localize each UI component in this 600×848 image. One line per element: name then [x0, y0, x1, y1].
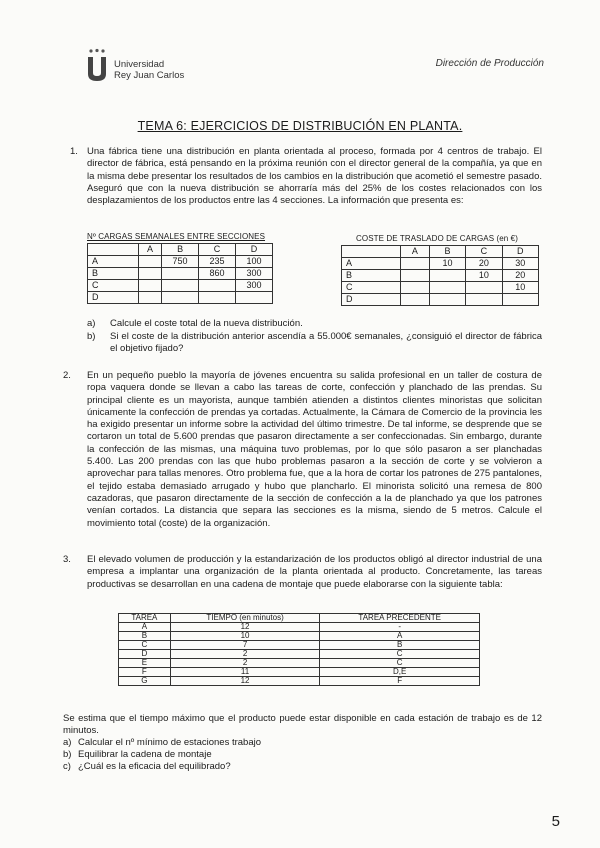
- question-text: Calcular el nº mínimo de estaciones trabajo: [78, 737, 262, 748]
- table-cell: A: [320, 632, 480, 641]
- university-name-line1: Universidad: [114, 59, 165, 70]
- table-cell: [139, 268, 162, 280]
- question-text: ¿Cuál es la eficacia del equilibrado?: [78, 761, 231, 772]
- table-cell: D: [236, 244, 273, 256]
- table-cell: [401, 270, 430, 282]
- row-header-cell: A: [88, 256, 139, 268]
- table-cell: 300: [236, 268, 273, 280]
- row-header-cell: B: [119, 632, 171, 641]
- table-row: [119, 650, 480, 659]
- table-cell: B: [429, 246, 465, 258]
- row-header-cell: D: [119, 650, 171, 659]
- table-row: [119, 641, 480, 650]
- table-cell: 11: [170, 668, 320, 677]
- costs-table-caption: COSTE DE TRASLADO DE CARGAS (en €): [356, 234, 518, 243]
- table-cell: [162, 292, 199, 304]
- exercise-3-intro: Se estima que el tiempo máximo que el producto puede estar disponible en cada estación de trabajo es de 12 minutos.: [63, 713, 542, 737]
- table-cell: 12: [170, 623, 320, 632]
- table-cell: [429, 270, 465, 282]
- row-header-cell: C: [342, 282, 401, 294]
- loads-table-caption: Nº CARGAS SEMANALES ENTRE SECCIONES: [87, 232, 266, 241]
- table-cell: 20: [466, 258, 502, 270]
- university-name-line2: Rey Juan Carlos: [114, 70, 185, 81]
- table-cell: 300: [236, 280, 273, 292]
- table-row: [342, 282, 539, 294]
- table-cell: 10: [170, 632, 320, 641]
- table-cell: C: [466, 246, 502, 258]
- table-row: [88, 256, 273, 268]
- table-cell: [429, 282, 465, 294]
- question-label: b): [87, 331, 96, 342]
- exercise-1-question-a: [87, 318, 542, 331]
- table-cell: 10: [502, 282, 538, 294]
- exercise-1-question-b: [87, 331, 542, 357]
- row-header-cell: C: [88, 280, 139, 292]
- row-header-cell: B: [88, 268, 139, 280]
- table-row: [342, 294, 539, 306]
- page-title: TEMA 6: EJERCICIOS DE DISTRIBUCIÓN EN PLANTA.: [137, 119, 463, 133]
- table-cell: [502, 294, 538, 306]
- exercise-3-number: 3.: [63, 554, 71, 565]
- table-cell: [199, 280, 236, 292]
- table-cell: [162, 280, 199, 292]
- question-label: c): [63, 761, 71, 772]
- exercise-3-question-b: [63, 749, 483, 761]
- table-cell: 20: [502, 270, 538, 282]
- table-cell: 2: [170, 650, 320, 659]
- table-cell: [88, 244, 139, 256]
- row-header-cell: A: [119, 623, 171, 632]
- table-cell: [199, 292, 236, 304]
- question-text: Si el coste de la distribución anterior ascendía a 55.000€ semanales, ¿consiguió el director de fábrica el objetivo fijado?: [110, 331, 542, 355]
- table-cell: A: [401, 246, 430, 258]
- table-cell: [139, 280, 162, 292]
- row-header-cell: C: [119, 641, 171, 650]
- table-cell: 30: [502, 258, 538, 270]
- table-cell: [401, 282, 430, 294]
- department-header: Dirección de Producción: [435, 58, 544, 69]
- exercise-1-number: 1.: [70, 146, 78, 157]
- table-cell: B: [162, 244, 199, 256]
- university-name: [114, 59, 184, 81]
- table-cell: 750: [162, 256, 199, 268]
- question-text: Equilibrar la cadena de montaje: [78, 749, 212, 760]
- table-row: [119, 623, 480, 632]
- table-cell: C: [320, 659, 480, 668]
- row-header-cell: F: [119, 668, 171, 677]
- table-cell: [162, 268, 199, 280]
- table-cell: TAREA PRECEDENTE: [320, 614, 480, 623]
- exercise-2-number: 2.: [63, 370, 71, 381]
- page-number: 5: [551, 813, 560, 830]
- table-row: [342, 270, 539, 282]
- table-cell: B: [320, 641, 480, 650]
- table-cell: C: [320, 650, 480, 659]
- table-header-row: [88, 244, 273, 256]
- table-header-row: [119, 614, 480, 623]
- table-cell: TAREA: [119, 614, 171, 623]
- exercise-3-question-a: [63, 737, 483, 749]
- table-cell: 7: [170, 641, 320, 650]
- table-row: [88, 268, 273, 280]
- table-row: [119, 659, 480, 668]
- table-cell: 860: [199, 268, 236, 280]
- university-emblem-icon: [86, 48, 108, 82]
- question-label: b): [63, 749, 72, 760]
- table-cell: 12: [170, 677, 320, 686]
- table-cell: C: [199, 244, 236, 256]
- university-logo: [86, 48, 206, 88]
- table-cell: [429, 294, 465, 306]
- table-header-row: [342, 246, 539, 258]
- row-header-cell: A: [342, 258, 401, 270]
- table-cell: D,E: [320, 668, 480, 677]
- table-cell: 100: [236, 256, 273, 268]
- table-cell: -: [320, 623, 480, 632]
- table-cell: [401, 258, 430, 270]
- table-cell: TIEMPO (en minutos): [170, 614, 320, 623]
- table-cell: 10: [466, 270, 502, 282]
- table-row: [342, 258, 539, 270]
- question-label: a): [63, 737, 72, 748]
- table-row: [119, 677, 480, 686]
- table-cell: [139, 256, 162, 268]
- exercise-3-text: El elevado volumen de producción y la estandarización de los productos obligó al director industrial de una empresa a implantar una organización de la planta orientada al producto. Concretamente, las tareas productivas se desarrollan en una cadena de montaje que puede elaborarse con la siguiente tabla:: [87, 554, 542, 590]
- table-cell: [401, 294, 430, 306]
- row-header-cell: D: [88, 292, 139, 304]
- table-cell: F: [320, 677, 480, 686]
- table-cell: A: [139, 244, 162, 256]
- tasks-table: [118, 613, 480, 686]
- table-row: [119, 632, 480, 641]
- question-label: a): [87, 318, 96, 329]
- exercise-2-text: En un pequeño pueblo la mayoría de jóvenes encuentra su salida profesional en un taller de costura de ropa vaquera donde se llevan a cabo las tareas de corte, confección y planchado de las prendas. Su principal cliente es un mayorista, aunque también atienden a distintos clientes minoristas que solicitan únicamente la confección de prendas ya cortadas. Actualmente, la Cámara de Comercio de la provincia les ha exigido presentar un informe sobre la actividad del último trimestre. De tal informe, se desprende que se cortaron un total de 5.600 prendas que pasaron directamente a ser confeccionadas. Sin embargo, durante la confección de las mismas, una máquina tuvo problemas, por lo que sólo pasaron a ser planchadas 5.400. Las 200 prendas con las que hubo problemas pasaron a la sección de corte y se volvieron a aprovechar para tallas menores. Otro problema fue, que a la hora de cortar los patrones de 275 pantalones, el tejido estaba demasiado arrugado y hubo que plancharlo. El minorista solicitó una remesa de 800 cazadoras, que pasaron directamente de la sección de confección a la de planchado ya que los patrones venían cortados. La distancia que separa las secciones es la misma, siendo de 5 metros. Calcule el movimiento total (coste) de la organización.: [87, 370, 542, 529]
- row-header-cell: G: [119, 677, 171, 686]
- table-cell: [139, 292, 162, 304]
- costs-table: [341, 245, 539, 306]
- table-row: [88, 292, 273, 304]
- table-row: [88, 280, 273, 292]
- table-cell: [466, 294, 502, 306]
- table-cell: D: [502, 246, 538, 258]
- exercise-3-question-c: [63, 761, 483, 773]
- table-cell: [236, 292, 273, 304]
- table-cell: 235: [199, 256, 236, 268]
- question-text: Calcule el coste total de la nueva distribución.: [110, 318, 303, 329]
- exercise-1-text: Una fábrica tiene una distribución en planta orientada al proceso, formada por 4 centros de trabajo. El director de fábrica, está pensando en la próxima reunión con el director general de la compañía, ya que en la misma debe presentar los resultados de los cambios en la distribución que acometió el semestre pasado. Aseguró que con la nueva distribución se ahorraría más del 25% de los costes relacionados con los desplazamientos de los productos entre las 4 secciones. La información que presenta es:: [87, 146, 542, 207]
- loads-table: [87, 243, 273, 304]
- table-row: [119, 668, 480, 677]
- table-cell: [466, 282, 502, 294]
- row-header-cell: B: [342, 270, 401, 282]
- table-cell: 10: [429, 258, 465, 270]
- table-cell: [342, 246, 401, 258]
- row-header-cell: E: [119, 659, 171, 668]
- table-cell: 2: [170, 659, 320, 668]
- row-header-cell: D: [342, 294, 401, 306]
